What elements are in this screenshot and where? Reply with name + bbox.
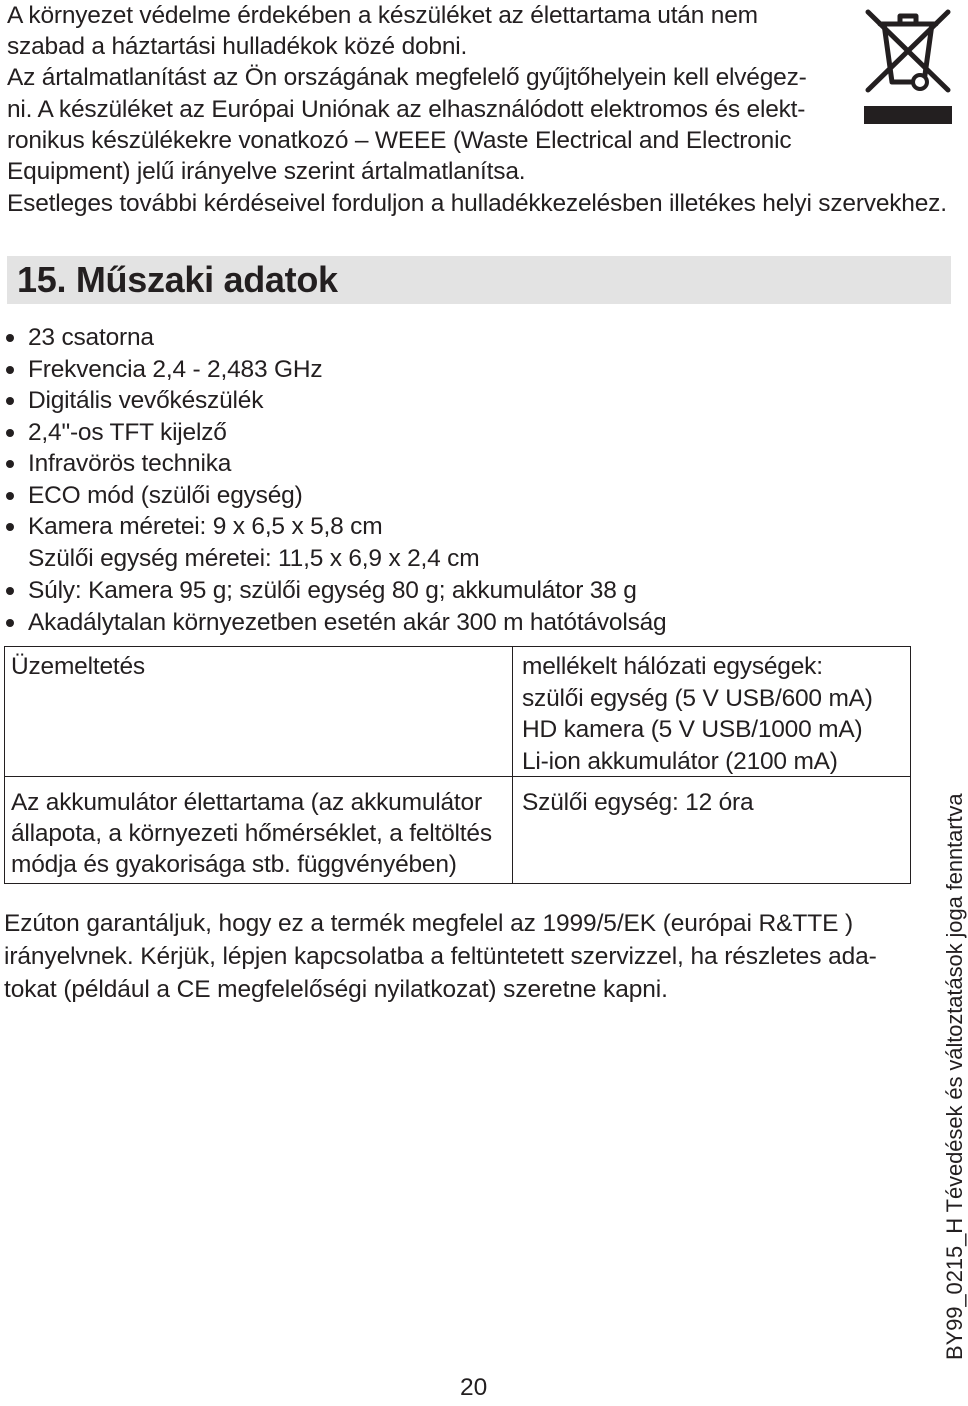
table-cell: Üzemeltetés bbox=[11, 653, 145, 680]
table-divider bbox=[512, 647, 513, 883]
table-cell: módja és gyakorisága stb. függvényében) bbox=[11, 851, 457, 878]
crossed-out-wheelie-bin-icon bbox=[862, 2, 954, 124]
spec-table bbox=[4, 646, 911, 884]
bullet-icon bbox=[6, 397, 14, 405]
bullet-icon bbox=[6, 523, 14, 531]
table-cell: Az akkumulátor élettartama (az akkumulátor bbox=[11, 789, 482, 816]
table-cell: állapota, a környezeti hőmérséklet, a feltöltés bbox=[11, 820, 492, 847]
page-number: 20 bbox=[460, 1374, 488, 1401]
paragraph-line: tokat (például a CE megfelelőségi nyilatkozat) szeretne kapni. bbox=[4, 976, 668, 1003]
table-cell: szülői egység (5 V USB/600 mA) bbox=[522, 685, 873, 712]
intro-line: A környezet védelme érdekében a készüléket az élettartama után nem bbox=[7, 2, 758, 29]
list-item: 23 csatorna bbox=[28, 324, 154, 351]
paragraph-line: irányelvnek. Kérjük, lépjen kapcsolatba a feltüntetett szervizzel, ha részletes ada- bbox=[4, 943, 877, 970]
bullet-icon bbox=[6, 587, 14, 595]
list-item: ECO mód (szülői egység) bbox=[28, 482, 303, 509]
table-cell: HD kamera (5 V USB/1000 mA) bbox=[522, 716, 863, 743]
side-note: BY99_0215_H Tévedések és változtatások joga fenntartva bbox=[942, 793, 967, 1360]
section-title: 15. Műszaki adatok bbox=[17, 259, 338, 300]
bullet-icon bbox=[6, 429, 14, 437]
bullet-icon bbox=[6, 492, 14, 500]
bullet-icon bbox=[6, 460, 14, 468]
list-item: 2,4"-os TFT kijelző bbox=[28, 419, 227, 446]
bullet-icon bbox=[6, 334, 14, 342]
intro-line: Az ártalmatlanítást az Ön országának megfelelő gyűjtőhelyein kell elvégez- bbox=[7, 64, 807, 91]
intro-line: ronikus készülékekre vonatkozó – WEEE (Waste Electrical and Electronic bbox=[7, 127, 792, 154]
table-cell: mellékelt hálózati egységek: bbox=[522, 653, 823, 680]
list-item: Infravörös technika bbox=[28, 450, 232, 477]
section-header bbox=[7, 256, 951, 304]
bullet-icon bbox=[6, 366, 14, 374]
intro-line: ni. A készüléket az Európai Uniónak az elhasználódott elektromos és elekt- bbox=[7, 96, 806, 123]
list-item: Kamera méretei: 9 x 6,5 x 5,8 cm bbox=[28, 513, 383, 540]
intro-line: Equipment) jelű irányelve szerint ártalmatlanítsa. bbox=[7, 158, 526, 185]
list-item: Akadálytalan környezetben esetén akár 300 m hatótávolság bbox=[28, 609, 667, 636]
paragraph-line: Ezúton garantáljuk, hogy ez a termék megfelel az 1999/5/EK (európai R&TTE ) bbox=[4, 910, 854, 937]
list-item: Digitális vevőkészülék bbox=[28, 387, 264, 414]
table-cell: Szülői egység: 12 óra bbox=[522, 789, 754, 816]
list-item-continuation: Szülői egység méretei: 11,5 x 6,9 x 2,4 cm bbox=[28, 545, 480, 572]
intro-line: Esetleges további kérdéseivel forduljon a hulladékkezelésben illetékes helyi szervekhez. bbox=[7, 190, 947, 217]
list-item: Súly: Kamera 95 g; szülői egység 80 g; akkumulátor 38 g bbox=[28, 577, 637, 604]
bullet-icon bbox=[6, 619, 14, 627]
intro-line: szabad a háztartási hulladékok közé dobni. bbox=[7, 33, 468, 60]
list-item: Frekvencia 2,4 - 2,483 GHz bbox=[28, 356, 323, 383]
table-cell: Li-ion akkumulátor (2100 mA) bbox=[522, 748, 838, 775]
